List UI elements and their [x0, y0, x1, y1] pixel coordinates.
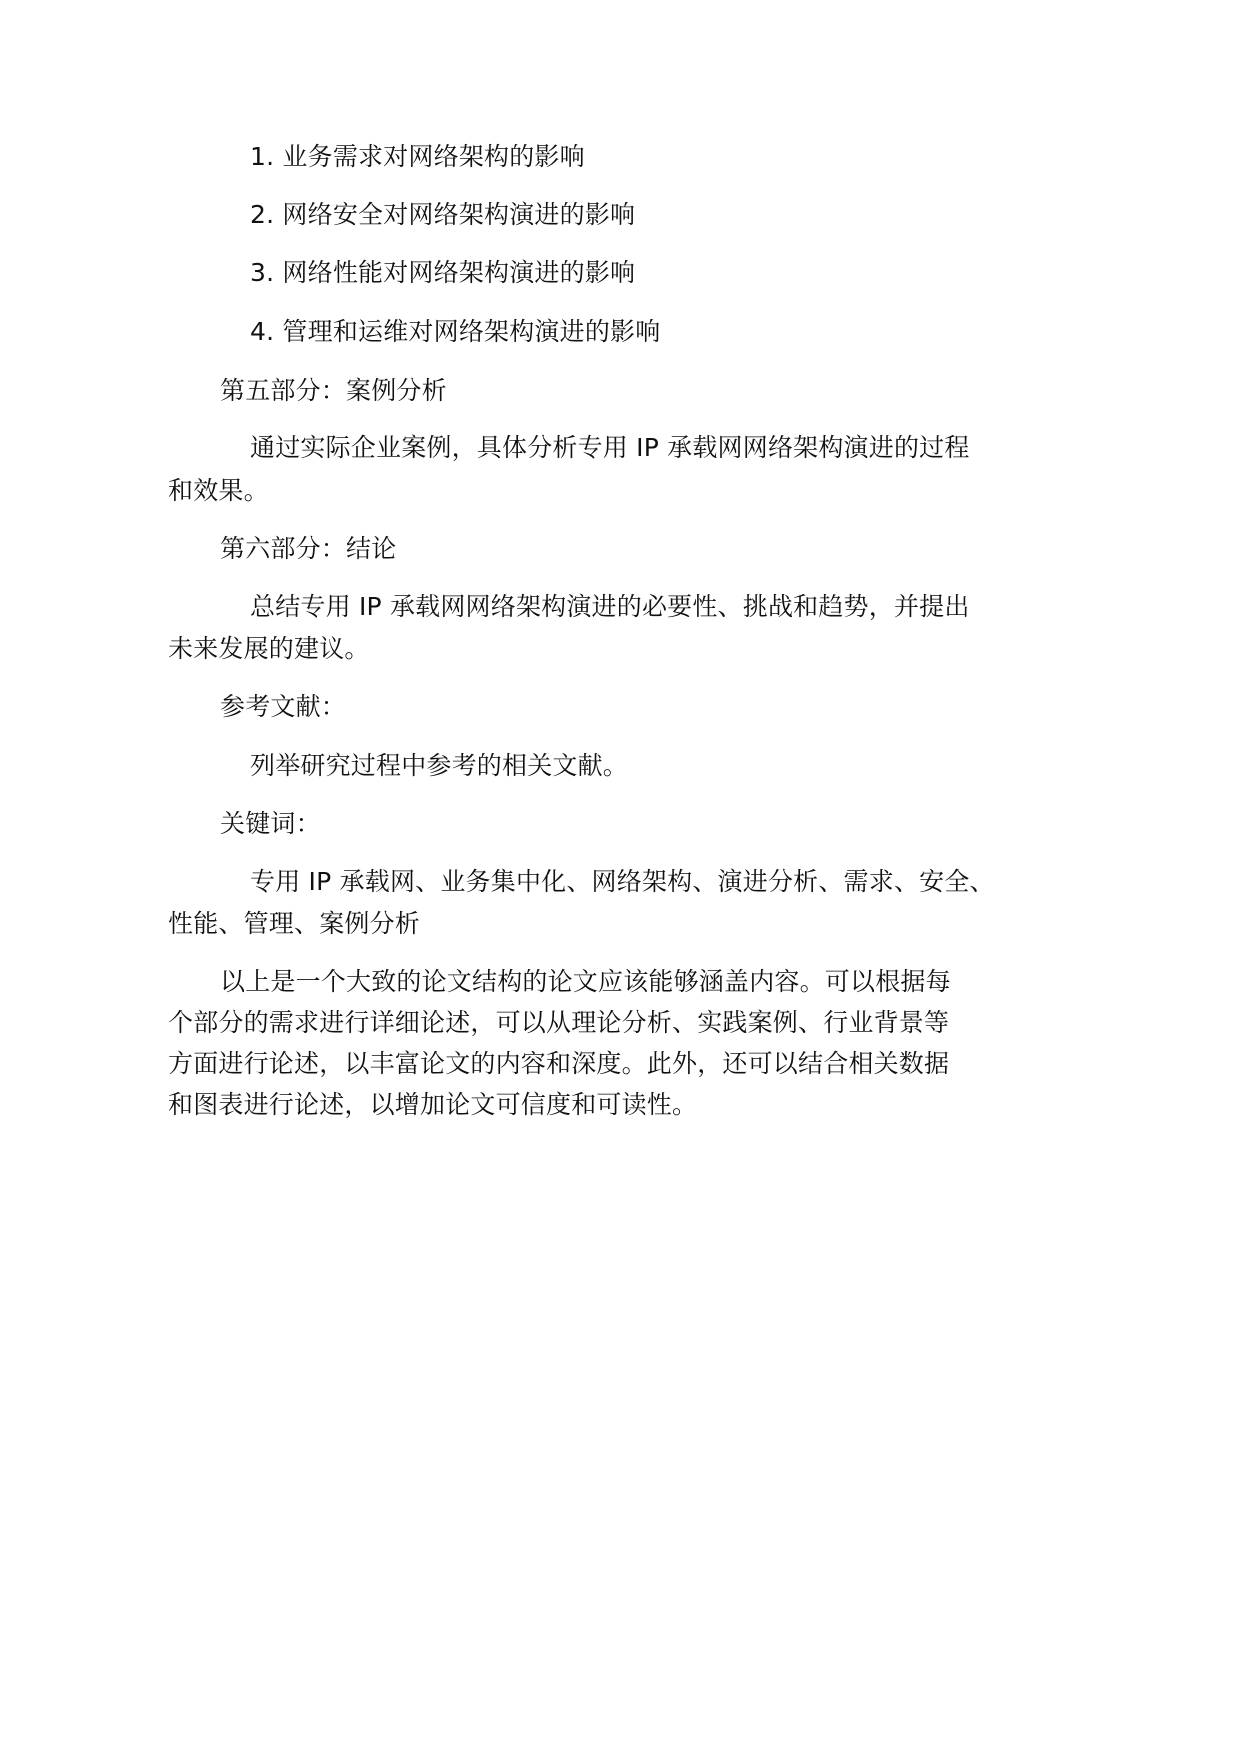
paragraph-line: 和效果。 [168, 476, 269, 505]
paragraph-line: 个部分的需求进行详细论述，可以从理论分析、实践案例、行业背景等 [168, 1008, 950, 1037]
paragraph-line: 总结专用 IP 承载网网络架构演进的必要性、挑战和趋势，并提出 [250, 592, 970, 621]
section-heading: 参考文献： [220, 692, 347, 721]
paragraph-line: 和图表进行论述，以增加论文可信度和可读性。 [168, 1090, 698, 1119]
list-item [250, 315, 660, 349]
paragraph-line: 性能、管理、案例分析 [168, 909, 421, 938]
list-text: 网络性能对网络架构演进的影响 [282, 258, 636, 287]
list-number: 3. [250, 258, 275, 287]
list-item [250, 140, 585, 174]
paragraph-line: 专用 IP 承载网、业务集中化、网络架构、演进分析、需求、安全、 [250, 867, 995, 896]
section-heading: 第五部分：案例分析 [220, 376, 447, 405]
list-number: 2. [250, 200, 275, 229]
list-text: 业务需求对网络架构的影响 [282, 142, 585, 171]
list-text: 网络安全对网络架构演进的影响 [282, 200, 636, 229]
section-heading: 关键词： [220, 809, 321, 838]
paragraph-line: 通过实际企业案例，具体分析专用 IP 承载网网络架构演进的过程 [250, 433, 970, 462]
list-item [250, 198, 635, 232]
list-number: 1. [250, 142, 275, 171]
paragraph-line: 以上是一个大致的论文结构的论文应该能够涵盖内容。可以根据每 [220, 967, 951, 996]
paragraph-line: 列举研究过程中参考的相关文献。 [250, 751, 629, 780]
paragraph-line: 方面进行论述，以丰富论文的内容和深度。此外，还可以结合相关数据 [168, 1049, 950, 1078]
list-number: 4. [250, 317, 275, 346]
section-heading: 第六部分：结论 [220, 534, 397, 563]
list-item [250, 256, 635, 290]
paragraph-line: 未来发展的建议。 [168, 634, 370, 663]
list-text: 管理和运维对网络架构演进的影响 [282, 317, 661, 346]
